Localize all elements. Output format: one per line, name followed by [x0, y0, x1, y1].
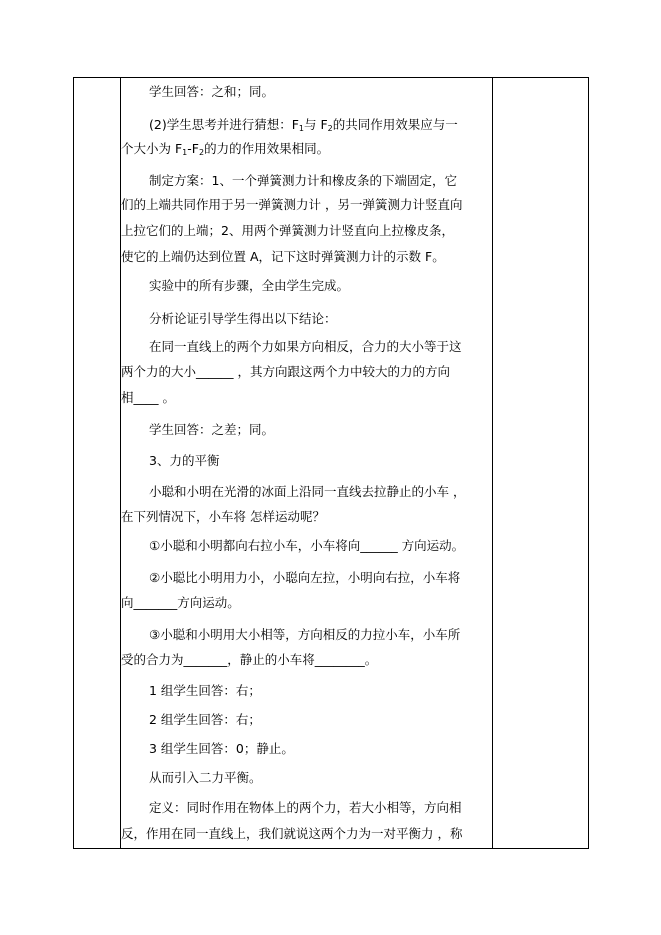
text-line: 1 组学生回答：右； [149, 683, 261, 698]
text-line: 两个力的大小______ ，其方向跟这两个力中较大的力的方向 [121, 364, 450, 379]
text-line: (2)学生思考并进行猜想：$F_1$与 $F_2$的共同作用效果应与一 [149, 117, 458, 133]
text-line: 个大小为 $F_1-F_2$的力的作用效果相同。 [121, 141, 330, 157]
text-line: 小聪和小明在光滑的冰面上沿同一直线去拉静止的小车 ， [149, 484, 466, 499]
text-line: 向_______方向运动。 [121, 595, 240, 610]
text-line: 使它的上端仍达到位置 A，记下这时弹簧测力计的示数 F。 [121, 249, 445, 264]
text-line: 学生回答：之差；同。 [149, 422, 275, 437]
text-line: 反，作用在同一直线上，我们就说这两个力为一对平衡力 ，称 [121, 826, 463, 841]
text-line: 实验中的所有步骤，全由学生完成。 [149, 278, 350, 293]
text-line: 定义：同时作用在物体上的两个力，若大小相等，方向相 [149, 800, 462, 815]
text-line: 3 组学生回答：0；静止。 [149, 741, 294, 756]
text-line: 2 组学生回答：右； [149, 712, 261, 727]
column-divider-right [492, 78, 493, 848]
text-line: 相____ 。 [121, 390, 175, 405]
text-line: 在同一直线上的两个力如果方向相反，合力的大小等于这 [149, 339, 462, 354]
text-line: 学生回答：之和；同。 [149, 84, 275, 99]
text-line: 受的合力为_______，静止的小车将________。 [121, 652, 378, 667]
text-line: 制定方案：1、一个弹簧测力计和橡皮条的下端固定，它 [149, 173, 457, 188]
text-line: 从而引入二力平衡。 [149, 770, 262, 785]
section-heading: 3、力的平衡 [149, 453, 220, 468]
text-line: 在下列情况下，小车将 怎样运动呢？ [121, 509, 325, 524]
text-line: ②小聪比小明用力小，小聪向左拉，小明向右拉，小车将 [149, 570, 461, 585]
text-line: ①小聪和小明都向右拉小车，小车将向______ 方向运动。 [149, 538, 465, 553]
text-line: 分析论证引导学生得出以下结论： [149, 311, 337, 326]
text-line: 们的上端共同作用于另一弹簧测力计 ，另一弹簧测力计竖直向 [121, 197, 463, 212]
text-line: 上拉它们的上端；2、用两个弹簧测力计竖直向上拉橡皮条， [121, 223, 454, 238]
text-line: ③小聪和小明用大小相等，方向相反的力拉小车，小车所 [149, 627, 461, 642]
column-divider-left [120, 78, 121, 848]
